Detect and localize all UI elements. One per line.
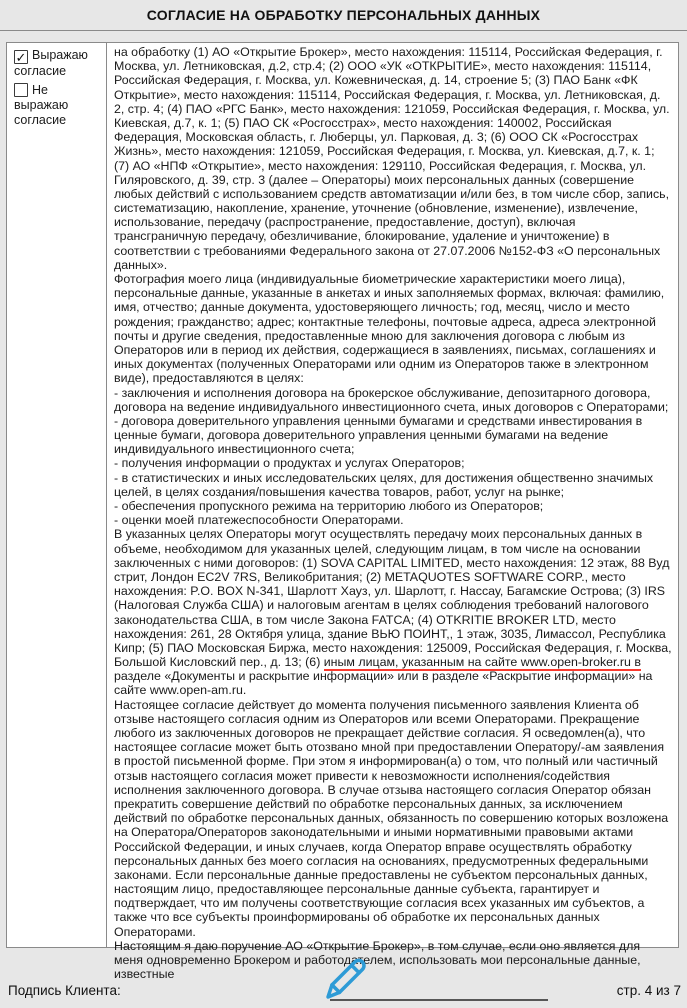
page-title: СОГЛАСИЕ НА ОБРАБОТКУ ПЕРСОНАЛЬНЫХ ДАННЫХ bbox=[0, 0, 687, 31]
third-parties-text: В указанных целях Операторы могут осуществлять передачу моих персональных данных в объеме, необходимом для указанных целей, следующим лицам, в том числе на основании заключенных с ними договоров: (1) SOVA CAPITAL LIMITED, место нахождения: 12 этаж, 88 Вуд стрит, Лондон EC2V 7RS, Великобритания; (2) METAQUOTES SOFTWARE CORP., место нахождения: P.O. BOX N-341, Шарлотт Хауз, ул. Шарлотт, г. Нассау, Багамские Острова; (3) IRS (Налоговая Служба США) и налоговым агентам в целях соблюдения требований налогового законодательства США, в том числе Закона FATCA; (4) OTKRITIE BROKER LTD, место нахождения: 261, 28 Октября улица, здание ВЬЮ ПОИНТ,, 1 этаж, 3035, Лимассол, Республика Кипр; (5) ПАО Московская Биржа, место нахождения: 125009, Российская Федерация, г. Москва, Большой Кисловский пер., д. 13; (6) bbox=[114, 527, 672, 670]
signature-pen-button[interactable] bbox=[322, 953, 372, 1003]
paragraph-personal-data: Фотография моего лица (индивидуальные биометрические характеристики моего лица), персональные данные, указанные в анкетах и иных заполняемых формах, включая: фамилию, имя, отчество; данные документа, удостоверяющего личность; год, месяц, число и место рождения; гражданство; адрес; контактные телефоны, почтовые адреса, адреса электронной почты и другие сведения, предоставленные мною для заключения договора с любым из Операторов или в период их действия, содержащиеся в заявлениях, письмах, соглашениях и иных документах (полученных Операторами или одним из Операторов также в электронном виде), предоставляются в целях: bbox=[114, 272, 665, 386]
bullet-item: - оценки моей платежеспособности Операторами. bbox=[114, 513, 404, 528]
paragraph-employer-instruction: Настоящим я даю поручение АО «Открытие Брокер», в том случае, если оно является для меня одновременно Брокером и работодателем, использовать мои персональные данные, известные bbox=[114, 938, 641, 982]
disagree-checkbox[interactable] bbox=[14, 83, 28, 97]
consent-options-column bbox=[7, 43, 107, 947]
consent-table bbox=[6, 42, 679, 982]
third-parties-text-tail: разделе «Документы и раскрытие информации» или в разделе «Раскрытие информации» на сайте www.open-am.ru. bbox=[114, 669, 653, 698]
signature-label: Подпись Клиента: bbox=[8, 983, 121, 998]
bullet-item: - получения информации о продуктах и услугах Операторов; bbox=[114, 456, 465, 471]
red-underlined-phrase: иным лицам, указанным на сайте www.open-broker.ru в bbox=[323, 655, 641, 670]
bullet-item: - договора доверительного управления ценными бумагами и средствами инвестирования в ценные бумаги, договора доверительного управления ценными бумагами на ведение индивидуального инвестиционного счета; bbox=[114, 413, 643, 457]
bullet-item: - обеспечения пропускного режима на территорию любого из Операторов; bbox=[114, 499, 544, 513]
agree-checkbox[interactable] bbox=[14, 50, 28, 64]
pen-icon bbox=[322, 953, 372, 1003]
paragraph-operators: на обработку (1) АО «Открытие Брокер», место нахождения: 115114, Российская Федерация, г. Москва, ул. Летниковская, д.2, стр.4; (2) ООО «УК «ОТКРЫТИЕ», место нахождения: 115114, Российская Федерация, г. Москва, ул. Кожевническая, д. 14, строение 5; (3) ПАО Банк «ФК Открытие», место нахождения: 115114, Российская Федерация, г. Москва, ул. Летниковская, д. 2, стр. 4; (4) ПАО «РГС Банк», место нахождения: 121059, Российская Федерация, г. Москва, ул. Киевская, д.7, к. 1; (5) ПАО СК «Росгосстрах», место нахождения: 140002, Российская Федерация, Московская область, г. Люберцы, ул. Парковая, д. 3; (6) ООО СК «Росгосстрах Жизнь», место нахождения: 121059, Российская Федерация, г. Москва, ул. Киевская, д.7, к. 1; (7) АО «НПФ «Открытие», место нахождения: 129110, Российская Федерация, г. Москва, ул. Гиляровского, д. 39, стр. 3 (далее – Операторы) моих персональных данных (совершение любых действий с использованием средств автоматизации и/или без, в том числе сбор, запись, систематизацию, накопление, хранение, уточнение (обновление, изменение), извлечение, использование, передачу (распространение, предоставление, доступ), включая трансграничную передачу, обезличивание, блокирование, удаление и уничтожение) в соответствии с требованиями Федерального закона от 27.07.2006 №152-ФЗ «О персональных данных». bbox=[114, 45, 670, 272]
consent-option-disagree[interactable] bbox=[14, 83, 104, 128]
paragraph-third-parties bbox=[114, 527, 672, 697]
paragraph-withdrawal: Настоящее согласие действует до момента получения письменного заявления Клиента об отзыве настоящего согласия одним из Операторов или всеми Операторами. Прекращение любого из заключенных договоров не прекращает действие согласия. Я осведомлен(а), что настоящее согласие может быть отозвано мной при предоставлении Оператору/-ам заявления в простой письменной форме. При этом я информирован(а) о том, что полный или частичный отзыв настоящего согласия может привести к невозможности исполнения/содействия исполнения заключенного договора. В случае отзыва настоящего согласия Оператор обязан прекратить совершение действий по обработке персональных данных, за исключением действий по обработке персональных данных, обязанность по совершению которых возложена на Оператора/Операторов законодательными и иными нормативными правовыми актами Российской Федерации, и иных случаев, когда Оператор вправе осуществлять обработку персональных данных без моего согласия на основаниях, предусмотренных федеральными законами. Если персональные данные предоставлены не субъектом персональных данных, настоящим лицо, предоставляющее персональные данные субъекта, гарантирует и подтверждает, что им получены соответствующие согласия всех указанных им субъектов, а также что все субъекты проинформированы об обработке их персональных данных Операторами. bbox=[114, 697, 669, 939]
signature-line[interactable] bbox=[330, 999, 548, 1001]
consent-body-text bbox=[107, 43, 678, 982]
disagree-label: Не выражаю согласие bbox=[14, 83, 69, 127]
consent-option-agree[interactable] bbox=[14, 48, 104, 79]
bullet-item: - заключения и исполнения договора на брокерское обслуживание, депозитарного договора, договора на ведение индивидуального инвестиционного счета, иных договоров с Операторами; bbox=[114, 385, 669, 414]
checkmark-icon: ✓ bbox=[15, 50, 27, 65]
bullet-item: - в статистических и иных исследовательских целях, для достижения общественно значимых целей, в целях создания/повышения качества товаров, работ, услуг на рынке; bbox=[114, 470, 654, 499]
page-indicator: стр. 4 из 7 bbox=[616, 983, 681, 998]
agree-label: Выражаю согласие bbox=[14, 48, 88, 78]
